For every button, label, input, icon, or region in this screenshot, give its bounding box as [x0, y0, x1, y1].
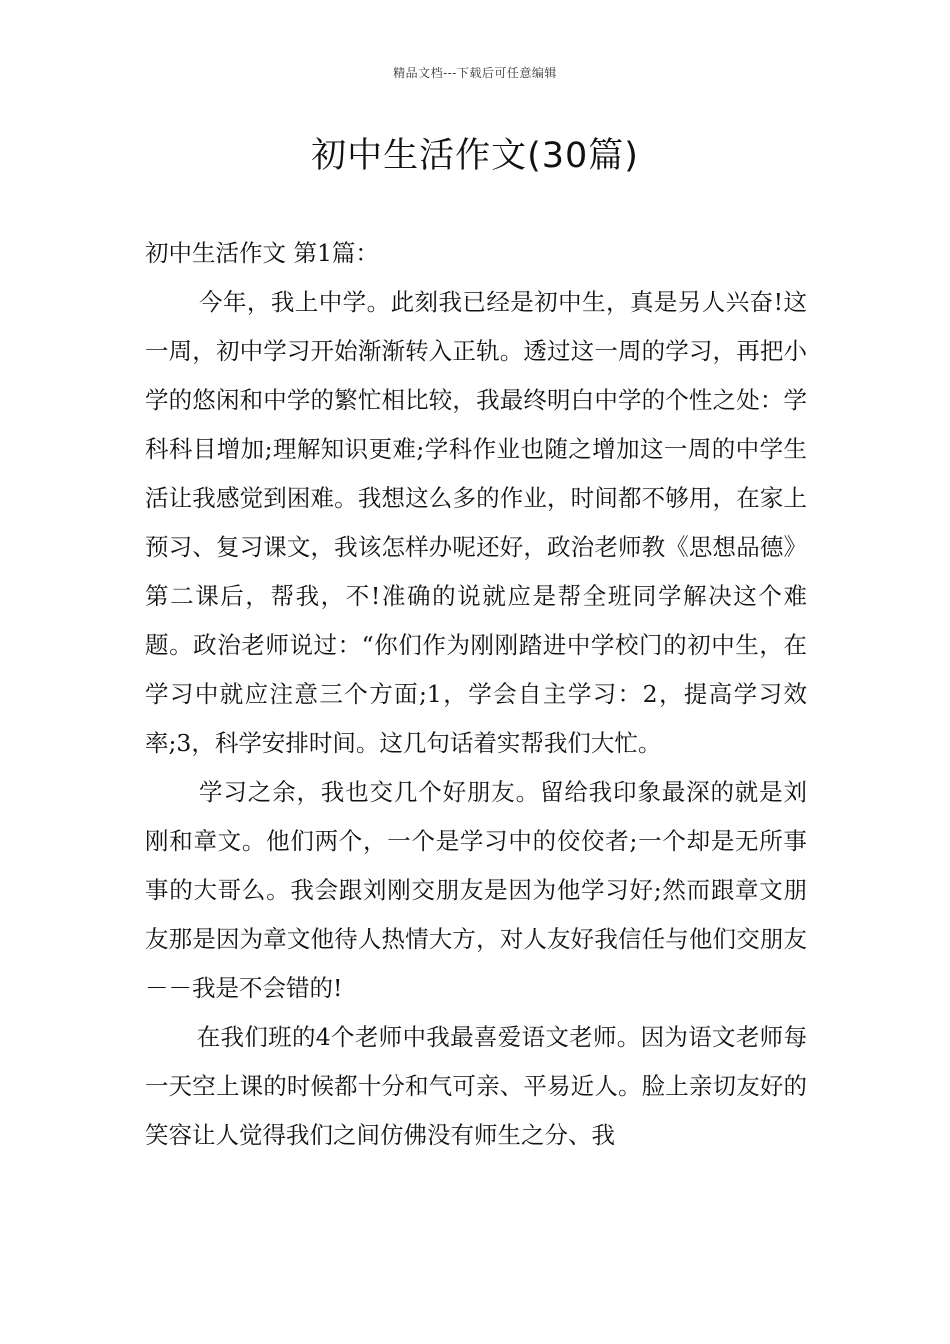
document-title: 初中生活作文(30篇)	[311, 136, 639, 176]
section-heading: 初中生活作文 第1篇：	[145, 239, 379, 267]
paragraph-3: 在我们班的4个老师中我最喜爱语文老师。因为语文老师每一天空上课的时候都十分和气可亲、平易近人。脸上亲切友好的笑容让人觉得我们之间仿佛没有师生之分、我	[145, 1023, 807, 1149]
document-body	[145, 229, 807, 1160]
paragraph-2: 学习之余，我也交几个好朋友。留给我印象最深的就是刘刚和章文。他们两个，一个是学习中的佼佼者;一个却是无所事事的大哥么。我会跟刘刚交朋友是因为他学习好;然而跟章文朋友那是因为章文他待人热情大方，对人友好我信任与他们交朋友－－我是不会错的!	[145, 778, 807, 1002]
header-note: 精品文档---下载后可任意编辑	[393, 66, 557, 80]
paragraph-1: 今年，我上中学。此刻我已经是初中生，真是另人兴奋!这一周，初中学习开始渐渐转入正轨。透过这一周的学习，再把小学的悠闲和中学的繁忙相比较，我最终明白中学的个性之处：学科科目增加;理解知识更难;学科作业也随之增加这一周的中学生活让我感觉到困难。我想这么多的作业，时间都不够用，在家上预习、复习课文，我该怎样办呢还好，政治老师教《思想品德》第二课后，帮我，不!准确的说就应是帮全班同学解决这个难题。政治老师说过：“你们作为刚刚踏进中学校门的初中生，在学习中就应注意三个方面;1，学会自主学习：2，提高学习效率;3，科学安排时间。这几句话着实帮我们大忙。	[145, 288, 807, 757]
